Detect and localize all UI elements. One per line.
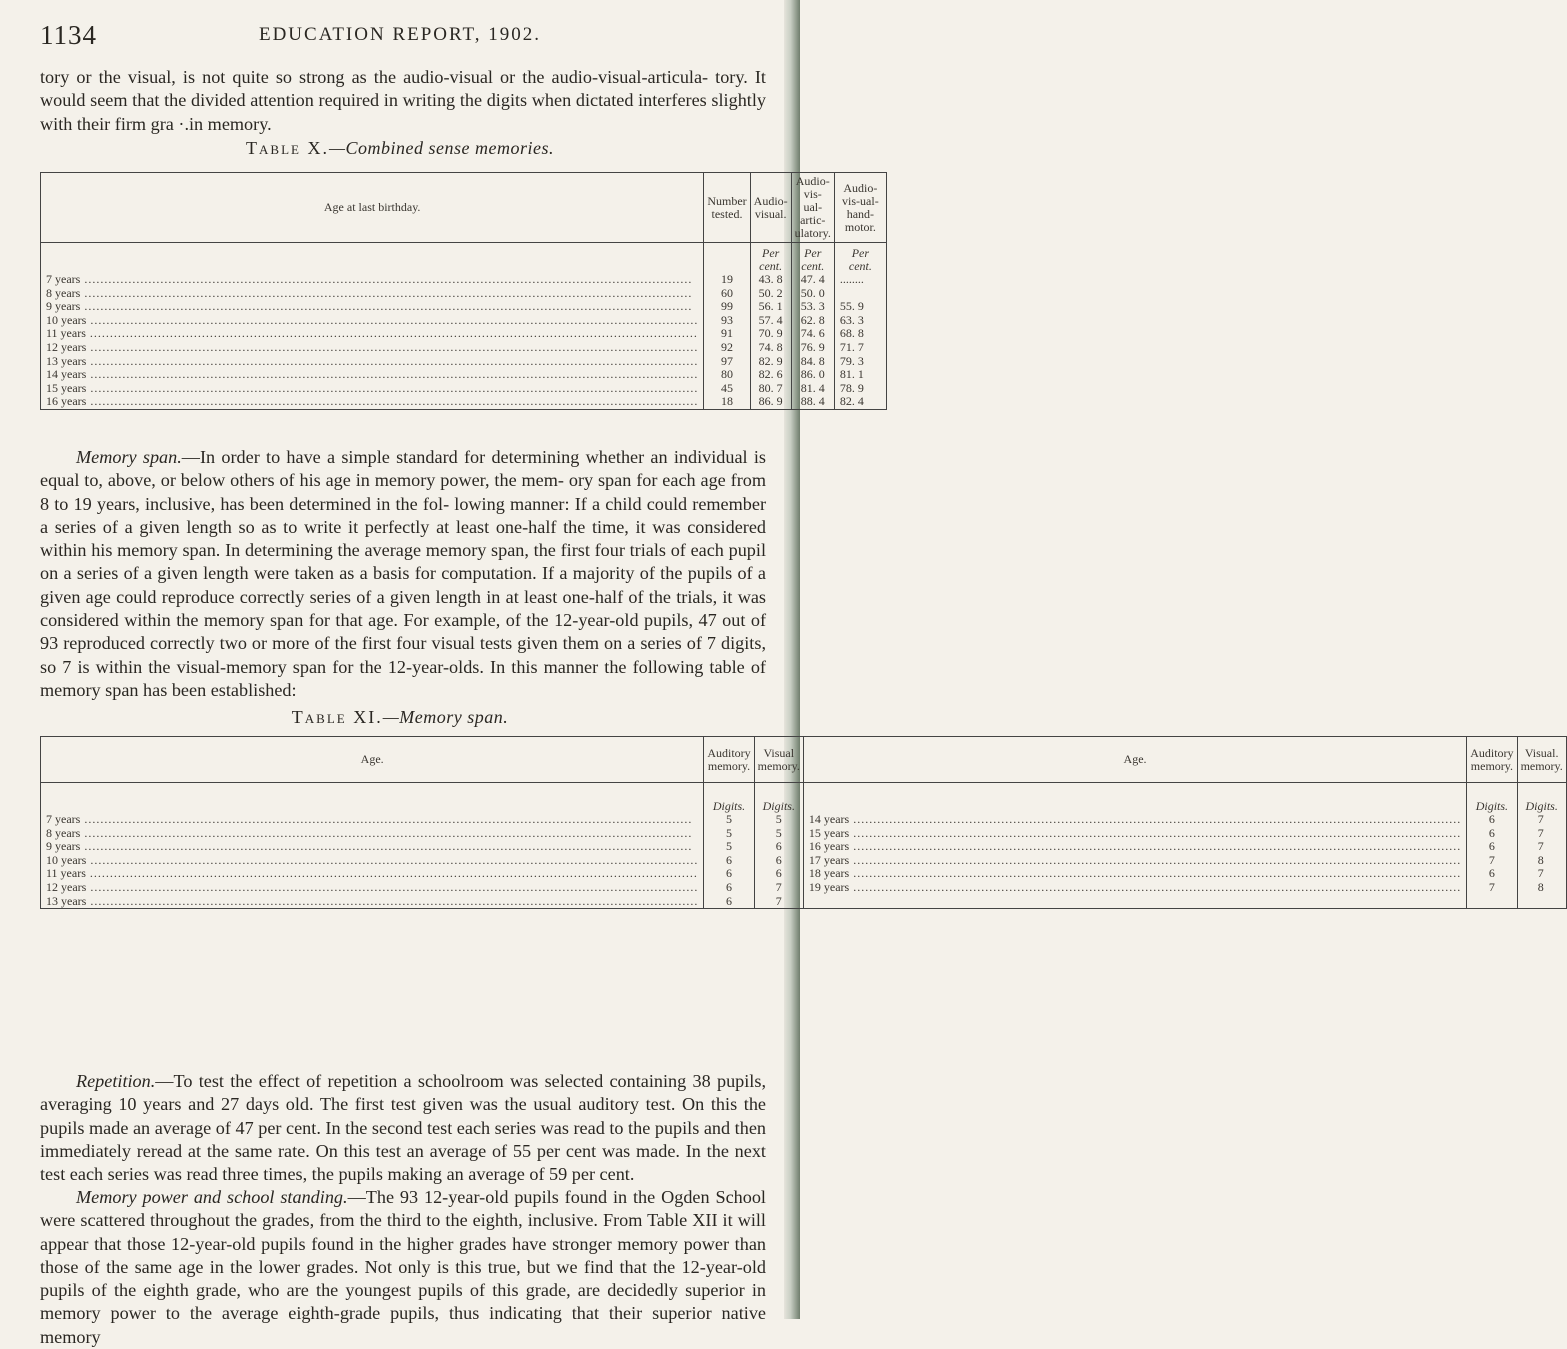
audio-visual-cell: 80. 7 [750,382,791,396]
visual-cell: 6 [754,854,803,868]
table-xi-header: Auditory memory. [704,737,754,783]
visual-cell: 7 [1517,867,1566,881]
number-tested-cell: 19 [704,273,750,287]
audio-visual-cell: 70. 9 [750,327,791,341]
age-cell: 12 years ..... [41,341,704,355]
age-cell: 14 years ..... [803,813,1466,827]
number-tested-cell: 93 [704,314,750,328]
paragraph-repetition [40,1070,766,1186]
visual-cell: 6 [754,840,803,854]
age-cell: 16 years ..... [803,840,1466,854]
auditory-cell: 6 [704,867,754,881]
age-cell: 17 years ..... [803,854,1466,868]
number-tested-cell: 45 [704,382,750,396]
number-tested-cell: 60 [704,287,750,301]
table-xi-label: Table XI. [291,707,383,727]
table-x-title: —Combined sense memories. [328,138,554,158]
visual-cell: 7 [1517,813,1566,827]
table-row [41,827,1567,841]
empty-cell [1517,895,1566,909]
auditory-cell: 6 [704,895,754,909]
age-cell: 14 years ..... [41,368,704,382]
visual-cell: 7 [1517,840,1566,854]
table-x-header: Audio-vis-ual-artic-ulatory. [791,173,834,243]
hand-motor-cell: 79. 3 [834,355,886,369]
age-cell: 19 years ..... [803,881,1466,895]
age-cell: 8 years ..... [41,287,704,301]
articulatory-cell: 74. 6 [791,327,834,341]
table-row [41,273,887,287]
visual-cell: 5 [754,827,803,841]
paragraph-memory-span [40,446,766,702]
age-cell: 11 years ..... [41,867,704,881]
table-xi-header: Auditory memory. [1467,737,1517,783]
number-tested-cell: 80 [704,368,750,382]
number-tested-cell: 18 [704,395,750,409]
hand-motor-cell: 71. 7 [834,341,886,355]
age-cell: 7 years ..... [41,273,704,287]
table-row [41,840,1567,854]
section-heading: Repetition. [76,1071,156,1091]
hand-motor-cell: 55. 9 [834,300,886,314]
unit-label: Digits. [1517,783,1566,814]
age-cell: 18 years ..... [803,867,1466,881]
section-heading: Memory span. [76,447,182,467]
hand-motor-cell: 78. 9 [834,382,886,396]
table-row [41,867,1567,881]
audio-visual-cell: 86. 9 [750,395,791,409]
auditory-cell: 6 [1467,813,1517,827]
table-x [40,172,887,410]
empty-cell [1467,895,1517,909]
table-row [41,287,887,301]
table-x-caption [0,138,800,159]
articulatory-cell: 88. 4 [791,395,834,409]
unit-label: Per cent. [834,243,886,274]
age-cell: 9 years ..... [41,840,704,854]
number-tested-cell: 97 [704,355,750,369]
table-row [41,327,887,341]
audio-visual-cell: 57. 4 [750,314,791,328]
table-xi-header: Visual. memory. [1517,737,1566,783]
number-tested-cell: 91 [704,327,750,341]
hand-motor-cell [834,287,886,301]
paragraph-text: —To test the effect of repetition a schoolroom was selected containing 38 pupils, averaging 10 years and 27 days old. The first test given was the usual auditory test. On this the pupils made an average of 47 per cent. In the second test each series was read to the pupils and then immediately reread at the same rate. On this test an average of 55 per cent was made. In the next test each series was read three times, the pupils making an average of 59 per cent. [40,1071,766,1185]
auditory-cell: 6 [1467,827,1517,841]
table-row [41,341,887,355]
auditory-cell: 5 [704,827,754,841]
age-cell: 9 years ..... [41,300,704,314]
articulatory-cell: 50. 0 [791,287,834,301]
table-row [41,368,887,382]
visual-cell: 7 [754,895,803,909]
page-number: 1134 [40,20,97,50]
audio-visual-cell: 43. 8 [750,273,791,287]
age-cell: 10 years ..... [41,854,704,868]
age-cell: 13 years ..... [41,355,704,369]
audio-visual-cell: 82. 9 [750,355,791,369]
auditory-cell: 6 [1467,840,1517,854]
visual-cell: 8 [1517,881,1566,895]
table-xi-header: Visual memory. [754,737,803,783]
visual-cell: 7 [754,881,803,895]
number-tested-cell: 99 [704,300,750,314]
articulatory-cell: 81. 4 [791,382,834,396]
unit-label: Digits. [754,783,803,814]
visual-cell: 7 [1517,827,1566,841]
age-cell: 7 years ..... [41,813,704,827]
articulatory-cell: 62. 8 [791,314,834,328]
auditory-cell: 6 [704,854,754,868]
articulatory-cell: 86. 0 [791,368,834,382]
table-row [41,813,1567,827]
audio-visual-cell: 50. 2 [750,287,791,301]
table-row [41,881,1567,895]
table-xi-title: —Memory span. [382,707,509,727]
table-row [41,314,887,328]
auditory-cell: 6 [1467,867,1517,881]
unit-label: Per cent. [791,243,834,274]
running-title: EDUCATION REPORT, 1902. [258,24,541,45]
visual-cell: 5 [754,813,803,827]
age-cell: 16 years ..... [41,395,704,409]
table-row [41,382,887,396]
age-cell: 15 years ..... [803,827,1466,841]
auditory-cell: 5 [704,840,754,854]
section-heading: Memory power and school standing. [76,1187,348,1207]
hand-motor-cell: 82. 4 [834,395,886,409]
age-cell: 10 years ..... [41,314,704,328]
table-xi-header: Age. [803,737,1466,783]
table-row [41,395,887,409]
table-x-header: Number tested. [704,173,750,243]
auditory-cell: 7 [1467,881,1517,895]
auditory-cell: 5 [704,813,754,827]
visual-cell: 6 [754,867,803,881]
table-xi [40,736,1567,909]
unit-label: Per cent. [750,243,791,274]
age-cell: 15 years ..... [41,382,704,396]
table-row [41,300,887,314]
table-x-label: Table X. [246,138,329,158]
table-row [41,854,1567,868]
paragraph-continued: tory or the visual, is not quite so strong as the audio-visual or the audio-visual-articula- tory. It would seem that the divided attention required in writing the digits when dictated interferes slightly with their firm gra ·.in memory. [40,67,766,134]
hand-motor-cell: ........ [834,273,886,287]
audio-visual-cell: 82. 6 [750,368,791,382]
table-xi-caption [0,707,800,728]
number-tested-cell: 92 [704,341,750,355]
empty-cell [803,895,1466,909]
audio-visual-cell: 56. 1 [750,300,791,314]
table-x-header: Audio-visual. [750,173,791,243]
table-row [41,895,1567,909]
table-x-header: Age at last birthday. [41,173,704,243]
age-cell: 11 years ..... [41,327,704,341]
page-header [40,20,760,50]
table-x-header: Audio-vis-ual-hand-motor. [834,173,886,243]
unit-label: Digits. [1467,783,1517,814]
articulatory-cell: 76. 9 [791,341,834,355]
table-row [41,355,887,369]
hand-motor-cell: 81. 1 [834,368,886,382]
auditory-cell: 7 [1467,854,1517,868]
audio-visual-cell: 74. 8 [750,341,791,355]
auditory-cell: 6 [704,881,754,895]
table-xi-header: Age. [41,737,704,783]
age-cell: 12 years ..... [41,881,704,895]
age-cell: 8 years ..... [41,827,704,841]
articulatory-cell: 47. 4 [791,273,834,287]
paragraph-text: —In order to have a simple standard for determining whether an individual is equal to, above, or below others of his age in memory power, the mem- ory span for each age from 8 to 19 years, inclusive, has been determined in the fol- lowing manner: If a child could remember a series of a given length so as to write it perfectly at least one-half the time, it was considered within his memory span. In determining the average memory span, the first four trials of each pupil on a series of a given length were taken as a basis for computation. If a majority of the pupils of a given age could reproduce correctly series of a given length in at least one-half of the trials, it was considered within the memory span for that age. For example, of the 12-year-old pupils, 47 out of 93 reproduced correctly two or more of the first four visual tests given them on a series of 7 digits, so 7 is within the visual-memory span for the 12-year-olds. In this manner the following table of memory span has been established: [40,447,767,700]
age-cell: 13 years ..... [41,895,704,909]
hand-motor-cell: 63. 3 [834,314,886,328]
articulatory-cell: 84. 8 [791,355,834,369]
unit-label: Digits. [704,783,754,814]
paragraph-memory-power [40,1186,766,1349]
articulatory-cell: 53. 3 [791,300,834,314]
paragraph-text: —The 93 12-year-old pupils found in the Ogden School were scattered throughout the grades, from the third to the eighth, inclusive. From Table XII it will appear that those 12-year-old pupils found in the higher grades have stronger memory power than those of the same age in the lower grades. Not only is this true, but we find that the 12-year-old pupils of the eighth grade, who are the youngest pupils of this grade, are decidedly superior in memory power to the average eighth-grade pupils, thus indicating that their superior native memory [40,1187,766,1347]
hand-motor-cell: 68. 8 [834,327,886,341]
visual-cell: 8 [1517,854,1566,868]
